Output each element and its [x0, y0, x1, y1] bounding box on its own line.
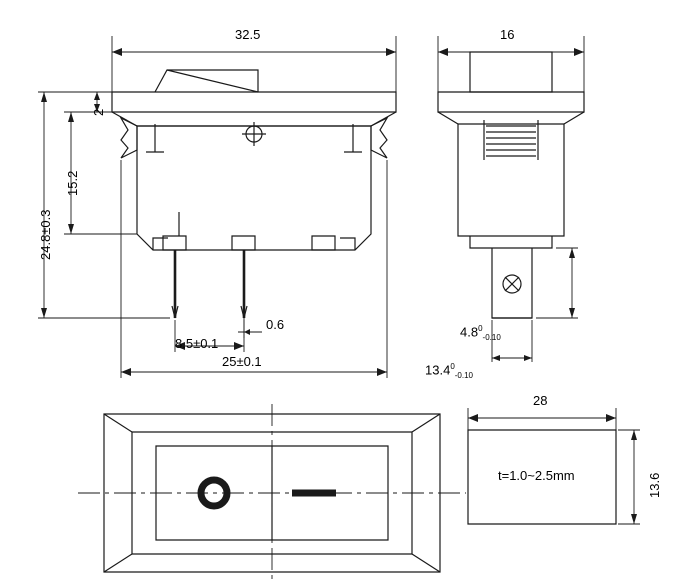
dim-cutout-width: 28	[533, 393, 548, 408]
dim-panel-cut-b-value: 13.4	[425, 362, 451, 378]
side-view-dimensions	[438, 36, 584, 362]
dim-panel-cut-b-upper: 0	[450, 362, 455, 371]
dim-terminal-pitch: 8.5±0.1	[175, 336, 219, 351]
dim-panel-cut-a-upper: 0	[478, 324, 483, 333]
dim-cutout-height: 13.6	[647, 472, 662, 498]
dim-bezel-thickness: 2	[91, 108, 106, 116]
panel-cutout-dimensions	[468, 408, 640, 524]
dim-panel-cut-a	[460, 325, 501, 342]
dim-panel-cut-a-lower: -0.10	[482, 332, 501, 342]
dim-mount-width: 25±0.1	[222, 354, 262, 369]
dim-total-height: 24.8±0.3	[38, 209, 53, 260]
side-view-geometry	[438, 52, 584, 318]
dim-panel-cut-b-lower: -0.10	[454, 370, 473, 380]
dim-panel-cut-a-value: 4.8	[460, 324, 479, 340]
dim-terminal-width: 0.6	[266, 317, 285, 332]
dim-panel-cut-b	[425, 363, 473, 380]
panel-thickness-note: t=1.0~2.5mm	[498, 468, 575, 483]
dim-side-width: 16	[500, 27, 515, 42]
dim-body-height: 15.2	[65, 170, 80, 196]
dim-front-width: 32.5	[235, 27, 261, 42]
front-view-dimensions	[38, 36, 396, 378]
front-view-geometry	[112, 70, 396, 318]
top-view-centerlines	[78, 404, 466, 582]
